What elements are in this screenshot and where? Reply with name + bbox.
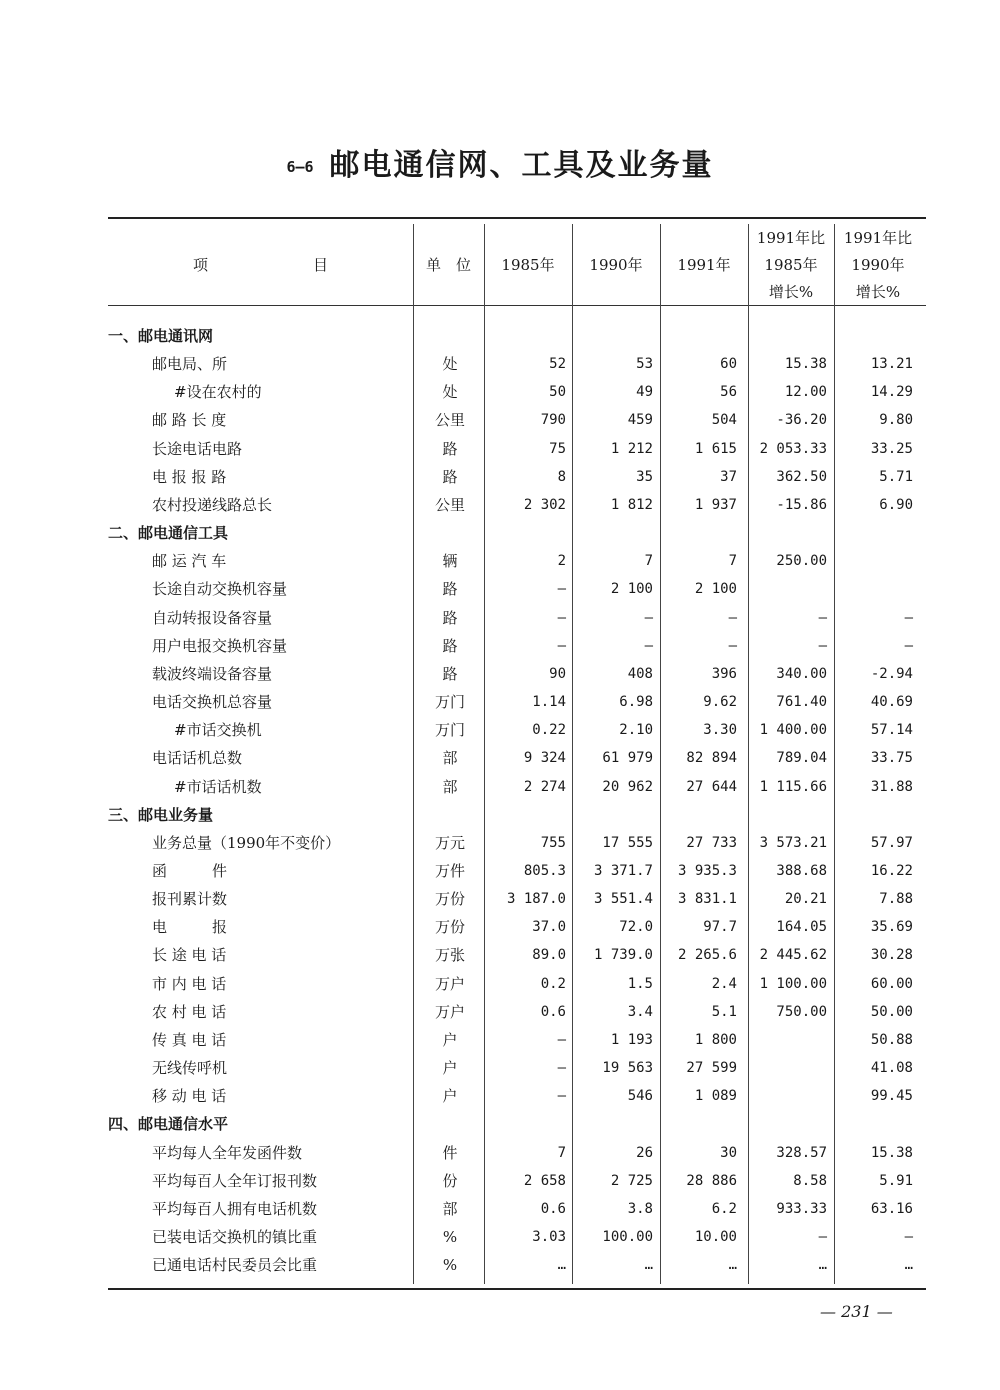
row-item: 平均每百人全年订报刊数	[152, 1171, 318, 1190]
growth-vs-1985: 164.05	[776, 919, 827, 936]
row-item: 函 件	[152, 861, 228, 880]
growth-vs-1990: 50.00	[870, 1003, 913, 1020]
table-row	[108, 378, 926, 406]
value-1985: —	[557, 1060, 566, 1077]
value-1985: 3.03	[532, 1229, 566, 1245]
header-item: 项 目	[192, 255, 328, 274]
value-1985: 2 302	[523, 496, 566, 513]
value-1985: 50	[549, 384, 566, 401]
table-row	[108, 575, 926, 603]
row-item: 邮电局、所	[152, 355, 228, 374]
value-1985: —	[557, 1088, 566, 1105]
growth-vs-1985: …	[818, 1257, 827, 1274]
value-1990: 49	[636, 384, 653, 401]
table-row	[108, 998, 926, 1026]
value-1985: 52	[549, 356, 566, 373]
row-unit: 路	[442, 636, 458, 655]
value-1991: 56	[720, 384, 737, 401]
value-1991	[661, 1110, 737, 1138]
value-1991: 1 089	[694, 1088, 737, 1105]
growth-vs-1990: —	[904, 609, 913, 626]
value-1990	[574, 801, 653, 829]
value-1985	[486, 519, 566, 547]
growth-vs-1985: 340.00	[776, 665, 827, 682]
value-1985: 0.22	[532, 722, 566, 739]
value-1990: 53	[636, 356, 653, 373]
growth-vs-1990: 5.91	[879, 1172, 913, 1189]
value-1991: 3 831.1	[677, 891, 737, 908]
row-unit: 份	[442, 1171, 458, 1190]
value-1985: 0.6	[540, 1003, 566, 1020]
growth-vs-1985: -15.86	[776, 496, 827, 513]
value-1991: 10.00	[694, 1229, 737, 1245]
value-1985: 790	[540, 412, 566, 429]
growth-vs-1990: 15.38	[870, 1144, 913, 1161]
growth-vs-1990: …	[904, 1257, 913, 1274]
growth-vs-1990	[835, 519, 913, 547]
value-1990: —	[644, 637, 653, 654]
value-1985: 7	[557, 1144, 566, 1161]
growth-vs-1990: 50.88	[870, 1031, 913, 1048]
header-1985: 1985年	[501, 255, 555, 274]
value-1985: 0.2	[540, 975, 566, 992]
table-row	[108, 1054, 926, 1082]
value-1991: 396	[711, 665, 737, 682]
header-growth-line: 1991年比	[756, 228, 826, 247]
growth-vs-1985: 362.50	[776, 468, 827, 485]
value-1990: 546	[627, 1088, 653, 1105]
growth-vs-1985: 761.40	[776, 694, 827, 711]
growth-vs-1990: 6.90	[879, 496, 913, 513]
table-body	[108, 322, 926, 1279]
section-row	[108, 519, 926, 547]
section-row	[108, 322, 926, 350]
growth-vs-1985: 388.68	[776, 862, 827, 879]
value-1991: 27 644	[686, 778, 737, 795]
value-1985: 1.14	[532, 694, 566, 711]
growth-vs-1985: 1 100.00	[759, 975, 827, 992]
row-unit: 万张	[434, 946, 465, 965]
value-1985: 2 658	[523, 1172, 566, 1189]
value-1985: 75	[549, 440, 566, 457]
value-1985: —	[557, 637, 566, 654]
table-row	[108, 716, 926, 744]
table-row	[108, 913, 926, 941]
value-1990: 17 555	[602, 834, 653, 851]
value-1991: 7	[728, 553, 737, 570]
row-item: 电话交换机总容量	[152, 693, 273, 712]
value-1991: 30	[720, 1144, 737, 1161]
growth-vs-1990: 33.75	[870, 750, 913, 767]
table-row	[108, 970, 926, 998]
row-unit: 路	[442, 664, 458, 683]
table-row	[108, 406, 926, 434]
row-unit: 公里	[434, 495, 465, 514]
row-item: 四、邮电通信水平	[108, 1115, 229, 1134]
table-row	[108, 1026, 926, 1054]
value-1985: 3 187.0	[506, 891, 566, 908]
value-1990: 408	[627, 665, 653, 682]
growth-vs-1990: —	[904, 1229, 913, 1245]
header-growth-vs-1985	[748, 225, 834, 305]
growth-vs-1985	[749, 1054, 827, 1082]
row-unit: 万份	[434, 918, 465, 937]
growth-vs-1990: 60.00	[870, 975, 913, 992]
value-1991: 2 100	[694, 581, 737, 598]
row-item: 传 真 电 话	[152, 1030, 227, 1049]
growth-vs-1990: 7.88	[879, 891, 913, 908]
value-1990: —	[644, 609, 653, 626]
growth-vs-1990	[835, 547, 913, 575]
value-1990: 1 212	[610, 440, 653, 457]
value-1990: 26	[636, 1144, 653, 1161]
value-1985: —	[557, 581, 566, 598]
table-row	[108, 857, 926, 885]
value-1990: 100.00	[602, 1229, 653, 1245]
growth-vs-1985	[749, 519, 827, 547]
table-row	[108, 350, 926, 378]
growth-vs-1990: 63.16	[870, 1200, 913, 1217]
table-row	[108, 885, 926, 913]
row-unit: 件	[442, 1143, 458, 1162]
table-row	[108, 1223, 926, 1251]
header-growth-line: 1985年	[764, 255, 818, 274]
value-1985	[486, 322, 566, 350]
growth-vs-1990: 33.25	[870, 440, 913, 457]
growth-vs-1985: 250.00	[776, 553, 827, 570]
row-item: #市话话机数	[174, 777, 262, 796]
value-1985: —	[557, 609, 566, 626]
row-unit: 户	[442, 1059, 458, 1078]
table-row	[108, 604, 926, 632]
value-1990	[574, 519, 653, 547]
row-item: 二、邮电通信工具	[108, 524, 229, 543]
value-1985: 37.0	[532, 919, 566, 936]
table-row	[108, 744, 926, 772]
value-1990: 3 371.7	[593, 862, 653, 879]
table-row	[108, 773, 926, 801]
growth-vs-1985: 3 573.21	[759, 834, 827, 851]
row-unit: 处	[442, 355, 458, 374]
row-unit: 部	[442, 1199, 458, 1218]
header-growth-vs-1990	[834, 225, 922, 305]
row-item: 平均每百人拥有电话机数	[152, 1199, 318, 1218]
growth-vs-1985: 328.57	[776, 1144, 827, 1161]
row-unit: 路	[442, 439, 458, 458]
table-row	[108, 941, 926, 969]
row-unit	[414, 1110, 486, 1138]
header-growth-line: 1990年	[851, 255, 905, 274]
row-item: 已通电话村民委员会比重	[152, 1256, 318, 1275]
value-1991: 3 935.3	[677, 862, 737, 879]
value-1990: 1.5	[627, 975, 653, 992]
row-unit: %	[442, 1256, 458, 1275]
row-unit: 部	[442, 749, 458, 768]
value-1991: 28 886	[686, 1172, 737, 1189]
value-1990: 61 979	[602, 750, 653, 767]
growth-vs-1985	[749, 801, 827, 829]
value-1990: 1 193	[610, 1031, 653, 1048]
table-top-rule	[108, 217, 926, 219]
growth-vs-1990: -2.94	[870, 665, 913, 682]
table-row	[108, 688, 926, 716]
table-row	[108, 1139, 926, 1167]
value-1990: 3 551.4	[593, 891, 653, 908]
value-1990: 72.0	[619, 919, 653, 936]
value-1991: 27 733	[686, 834, 737, 851]
row-item: 三、邮电业务量	[108, 805, 214, 824]
value-1985: 90	[549, 665, 566, 682]
growth-vs-1990	[835, 322, 913, 350]
row-item: 一、邮电通讯网	[108, 327, 214, 345]
value-1991	[661, 322, 737, 350]
row-item: 无线传呼机	[152, 1059, 228, 1078]
value-1991	[661, 801, 737, 829]
growth-vs-1990: 5.71	[879, 468, 913, 485]
row-unit: 万份	[434, 890, 465, 909]
row-unit: 处	[442, 383, 458, 402]
table-row	[108, 435, 926, 463]
growth-vs-1990: 40.69	[870, 694, 913, 711]
growth-vs-1990: 9.80	[879, 412, 913, 429]
growth-vs-1985: —	[818, 609, 827, 626]
row-unit: 万门	[434, 721, 465, 740]
growth-vs-1985: 1 400.00	[759, 722, 827, 739]
value-1990: 35	[636, 468, 653, 485]
row-item: 市 内 电 话	[152, 974, 227, 993]
growth-vs-1985: 933.33	[776, 1200, 827, 1217]
table-row	[108, 491, 926, 519]
row-item: 自动转报设备容量	[152, 608, 273, 627]
value-1991: 1 615	[694, 440, 737, 457]
value-1991: 5.1	[711, 1003, 737, 1020]
value-1991: 1 800	[694, 1031, 737, 1048]
value-1991: 27 599	[686, 1060, 737, 1077]
value-1985: 755	[540, 834, 566, 851]
growth-vs-1985: 2 445.62	[759, 947, 827, 964]
table-bottom-rule	[108, 1288, 926, 1290]
value-1985: …	[557, 1257, 566, 1274]
growth-vs-1985: 1 115.66	[759, 778, 827, 795]
value-1985: —	[557, 1031, 566, 1048]
value-1990: …	[644, 1257, 653, 1274]
growth-vs-1985: 789.04	[776, 750, 827, 767]
growth-vs-1990: 57.14	[870, 722, 913, 739]
growth-vs-1990	[835, 801, 913, 829]
row-unit: 万门	[434, 693, 465, 712]
row-item: #市话交换机	[174, 721, 262, 740]
value-1990	[574, 322, 653, 350]
growth-vs-1985: —	[818, 1229, 827, 1245]
row-item: 载波终端设备容量	[152, 664, 273, 683]
header-growth-line: 1991年比	[843, 228, 913, 247]
growth-vs-1990	[835, 575, 913, 603]
row-unit: 万件	[434, 861, 465, 880]
growth-vs-1985	[749, 1110, 827, 1138]
table-row	[108, 1251, 926, 1279]
value-1991: 60	[720, 356, 737, 373]
growth-vs-1985: -36.20	[776, 412, 827, 429]
page-number: — 231 —	[820, 1302, 893, 1321]
growth-vs-1990: 30.28	[870, 947, 913, 964]
value-1991: 37	[720, 468, 737, 485]
table-row	[108, 632, 926, 660]
growth-vs-1985	[749, 322, 827, 350]
row-item: 用户电报交换机容量	[152, 636, 288, 655]
growth-vs-1990: 57.97	[870, 834, 913, 851]
row-unit: 路	[442, 467, 458, 486]
value-1990: 3.4	[627, 1003, 653, 1020]
growth-vs-1985	[749, 1082, 827, 1110]
growth-vs-1990: 13.21	[870, 356, 913, 373]
table-row	[108, 829, 926, 857]
growth-vs-1990: 35.69	[870, 919, 913, 936]
value-1990	[574, 1110, 653, 1138]
value-1985: 8	[557, 468, 566, 485]
row-item: 邮 路 长 度	[152, 411, 227, 430]
row-unit	[414, 322, 486, 350]
table-title: 邮电通信网、工具及业务量	[329, 148, 714, 183]
row-item: 长途电话电路	[152, 439, 243, 458]
growth-vs-1990: 31.88	[870, 778, 913, 795]
value-1991: 1 937	[694, 496, 737, 513]
table-row	[108, 660, 926, 688]
growth-vs-1985: —	[818, 637, 827, 654]
value-1990: 6.98	[619, 694, 653, 711]
row-item: 报刊累计数	[152, 890, 228, 909]
row-unit: 万户	[434, 1002, 465, 1021]
value-1985: 2 274	[523, 778, 566, 795]
header-growth-line: 增长%	[768, 282, 814, 301]
growth-vs-1985	[749, 1026, 827, 1054]
value-1990: 19 563	[602, 1060, 653, 1077]
value-1990: 7	[644, 553, 653, 570]
row-unit: 路	[442, 580, 458, 599]
growth-vs-1985: 750.00	[776, 1003, 827, 1020]
row-item: 已装电话交换机的镇比重	[152, 1228, 318, 1246]
row-item: 业务总量（1990年不变价）	[152, 833, 341, 852]
value-1985: 805.3	[523, 862, 566, 879]
value-1990: 20 962	[602, 778, 653, 795]
row-item: 移 动 电 话	[152, 1087, 227, 1106]
row-unit: 公里	[434, 411, 465, 430]
table-number: 6—6	[286, 158, 314, 176]
value-1991	[661, 519, 737, 547]
row-unit: 万户	[434, 974, 465, 993]
row-unit: 路	[442, 608, 458, 627]
table-row	[108, 463, 926, 491]
value-1991: 97.7	[703, 919, 737, 936]
row-item: 长 途 电 话	[152, 946, 227, 965]
row-item: 邮 运 汽 车	[152, 552, 227, 571]
growth-vs-1985: 2 053.33	[759, 440, 827, 457]
value-1985: 0.6	[540, 1200, 566, 1217]
row-unit	[414, 519, 486, 547]
value-1991: —	[728, 609, 737, 626]
row-unit: 万元	[434, 833, 465, 852]
header-unit: 单 位	[425, 255, 471, 274]
value-1991: 504	[711, 412, 737, 429]
header-1991: 1991年	[677, 255, 731, 274]
value-1990: 1 812	[610, 496, 653, 513]
value-1990: 459	[627, 412, 653, 429]
table-row	[108, 1195, 926, 1223]
row-unit: 户	[442, 1030, 458, 1049]
row-item: 农村投递线路总长	[152, 495, 273, 514]
value-1990: 2.10	[619, 722, 653, 739]
value-1991: …	[728, 1257, 737, 1274]
value-1990: 2 100	[610, 581, 653, 598]
value-1991: —	[728, 637, 737, 654]
row-item: 电 报 报 路	[152, 467, 227, 486]
growth-vs-1985: 12.00	[784, 384, 827, 401]
section-row	[108, 1110, 926, 1138]
growth-vs-1990: —	[904, 637, 913, 654]
row-item: 电 报	[152, 918, 228, 937]
value-1985	[486, 801, 566, 829]
value-1985: 2	[557, 553, 566, 570]
value-1991: 9.62	[703, 694, 737, 711]
growth-vs-1990: 16.22	[870, 862, 913, 879]
value-1990: 3.8	[627, 1200, 653, 1217]
value-1991: 3.30	[703, 722, 737, 739]
value-1991: 2.4	[711, 975, 737, 992]
row-unit: 辆	[442, 552, 458, 571]
growth-vs-1985: 20.21	[784, 891, 827, 908]
row-item: 农 村 电 话	[152, 1002, 227, 1021]
row-item: 长途自动交换机容量	[152, 580, 288, 599]
growth-vs-1985: 15.38	[784, 356, 827, 373]
value-1991: 82 894	[686, 750, 737, 767]
growth-vs-1990: 99.45	[870, 1088, 913, 1105]
growth-vs-1990: 14.29	[870, 384, 913, 401]
growth-vs-1990: 41.08	[870, 1060, 913, 1077]
header-1990: 1990年	[589, 255, 643, 274]
value-1991: 6.2	[711, 1200, 737, 1217]
header-growth-line: 增长%	[855, 282, 901, 301]
row-unit: 部	[442, 777, 458, 796]
value-1985	[486, 1110, 566, 1138]
row-item: 平均每人全年发函件数	[152, 1143, 303, 1162]
row-unit: %	[442, 1228, 458, 1246]
table-row	[108, 547, 926, 575]
row-unit: 户	[442, 1087, 458, 1106]
growth-vs-1985: 8.58	[793, 1172, 827, 1189]
value-1990: 2 725	[610, 1172, 653, 1189]
value-1991: 2 265.6	[677, 947, 737, 964]
page-title	[0, 140, 1000, 184]
row-unit	[414, 801, 486, 829]
value-1990: 1 739.0	[593, 947, 653, 964]
growth-vs-1985	[749, 575, 827, 603]
section-row	[108, 801, 926, 829]
value-1985: 9 324	[523, 750, 566, 767]
growth-vs-1990	[835, 1110, 913, 1138]
table-row	[108, 1082, 926, 1110]
value-1985: 89.0	[532, 947, 566, 964]
row-item: 电话话机总数	[152, 749, 243, 768]
row-item: #设在农村的	[174, 383, 262, 402]
table-row	[108, 1167, 926, 1195]
